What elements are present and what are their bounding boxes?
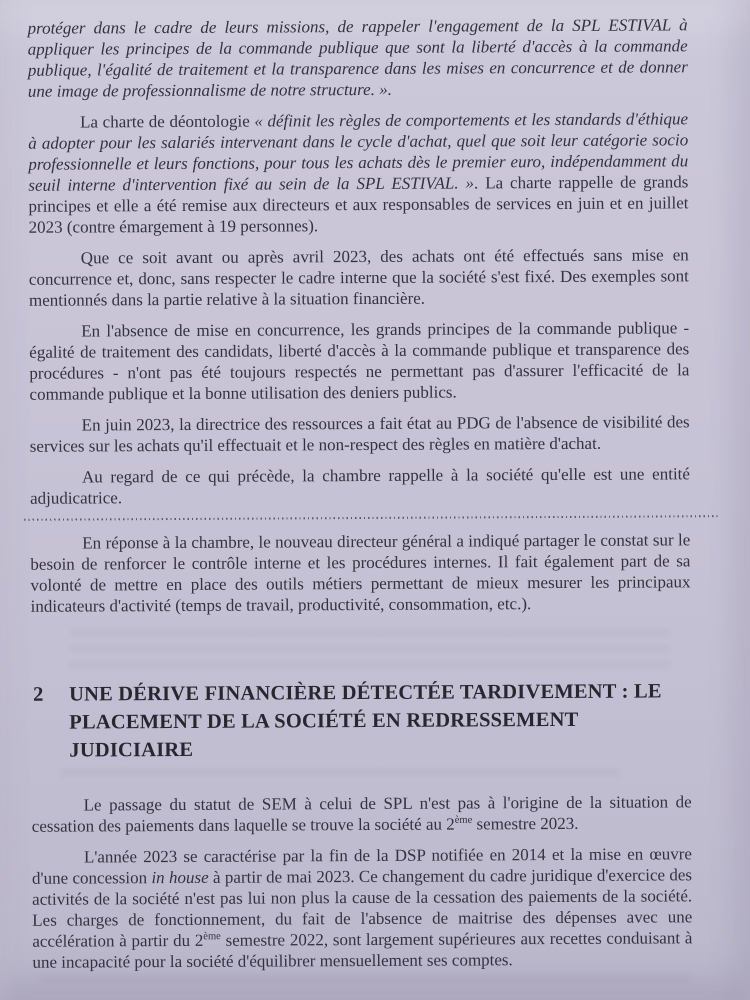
dotted-separator <box>24 515 718 521</box>
paragraph-directrice-ressources: En juin 2023, la directrice des ressources a fait état au PDG de l'absence de visibilité des services sur les achats qu'il effectuait et le non-respect des règles en matière d'achat. <box>29 412 690 456</box>
section-title: UNE DÉRIVE FINANCIÈRE DÉTECTÉE TARDIVEMENT : LE PLACEMENT DE LA SOCIÉTÉ EN REDRESSEMENT JUDICIAIRE <box>69 680 662 762</box>
section-number: 2 <box>33 683 44 706</box>
paragraph-passage-sem-spl: Le passage du statut de SEM à celui de SPL n'est pas à l'origine de la situation de cessation des paiements dans laquelle se trouve la société au 2ème semestre 2023. <box>31 792 692 836</box>
section-heading <box>31 677 707 765</box>
paragraph-grands-principes: En l'absence de mise en concurrence, les grands principes de la commande publique - égalité de traitement des candidats, liberté d'accès à la commande publique et transparence des procédures - n'ont pas été toujours respectés ne permettant pas d'assurer l'efficacité de la commande publique et la bonne utilisation des deniers publics. <box>29 318 690 404</box>
paragraph-entite-adjudicatrice: Au regard de ce qui précède, la chambre rappelle à la société qu'elle est une entité adjudicatrice. <box>29 464 690 508</box>
paragraph-achats-sans-concurrence: Que ce soit avant ou après avril 2023, des achats ont été effectués sans mise en concurrence et, donc, sans respecter le cadre interne que la société s'est fixé. Des exemples sont mentionnés dans la partie relative à la situation financière. <box>28 245 689 310</box>
paragraph-annee-2023: L'année 2023 se caractérise par la fin de la DSP notifiée en 2014 et la mise en œuvre d'une concession in house à partir de mai 2023. Ce changement du cadre juridique d'exercice des activités de la société n'est pas lui non plus la cause de la cessation des paiements de la société. Les charges de fonctionnement, du fait de l'absence de maitrise des dépenses avec une accélération à partir du 2ème semestre 2022, sont largement supérieures aux recettes conduisant à une incapacité pour la société d'équilibrer mensuellement ses comptes. <box>31 844 693 972</box>
paragraph-charte-deontologie: La charte de déontologie « définit les règles de comportements et les standards d'éthique à adopter pour les salariés intervenant dans le cycle d'achat, quel que soit leur catégorie socio professionnelle et leurs fonctions, pour tous les achats dès le premier euro, indépendamment du seuil interne d'intervention fixé au sein de la SPL ESTIVAL. ». La charte rappelle de grands principes et elle a été remise aux directeurs et aux responsables de services en juin et en juillet 2023 (contre émargement à 19 personnes). <box>28 109 689 237</box>
paragraph-quote-continuation: protéger dans le cadre de leurs missions, de rappeler l'engagement de la SPL ESTIVAL à appliquer les principes de la commande publique que sont la liberté d'accès à la commande publique, l'égalité de traitement et la transparence dans les mises en concurrence et de donner une image de professionnalisme de notre structure. ». <box>27 15 688 101</box>
page-text-block <box>27 0 708 983</box>
paragraph-reponse-directeur-general: En réponse à la chambre, le nouveau directeur général a indiqué partager le constat sur le besoin de renforcer le contrôle interne et les procédures internes. Il fait également part de sa volonté de mettre en place des outils métiers permettant de mieux mesurer les principaux indicateurs d'activité (temps de travail, productivité, consommation, etc.). <box>30 530 691 616</box>
